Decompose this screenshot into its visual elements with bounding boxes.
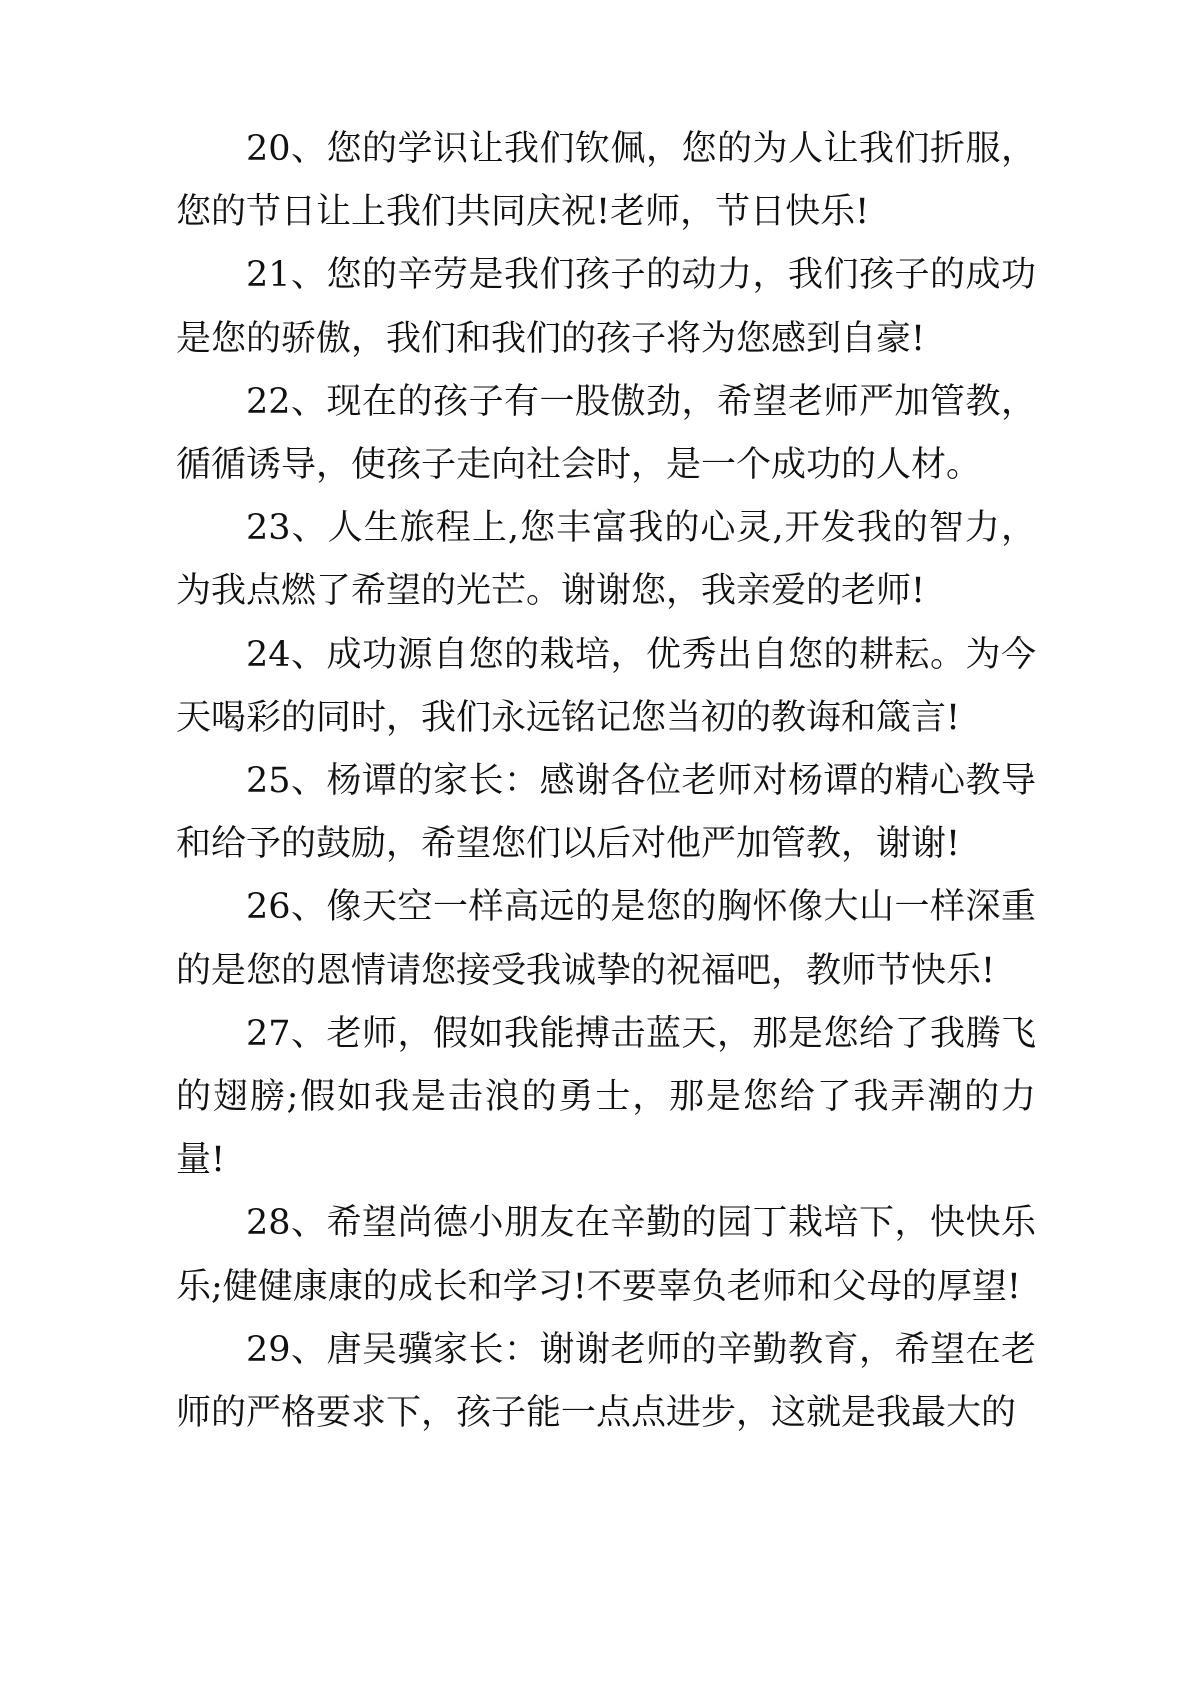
paragraph-21: 21、您的辛劳是我们孩子的动力，我们孩子的成功是您的骄傲，我们和我们的孩子将为您感到自豪!	[176, 255, 1036, 359]
paragraph-27: 27、老师，假如我能搏击蓝天，那是您给了我腾飞的翅膀;假如我是击浪的勇士，那是您给了我弄潮的力量!	[176, 1013, 1036, 1181]
paragraph-20: 20、您的学识让我们钦佩，您的为人让我们折服，您的节日让上我们共同庆祝!老师，节日快乐!	[176, 129, 1036, 233]
paragraph-23: 23、人生旅程上,您丰富我的心灵,开发我的智力，为我点燃了希望的光芒。谢谢您，我亲爱的老师!	[176, 508, 1036, 612]
paragraph-22: 22、现在的孩子有一股傲劲，希望老师严加管教，循循诱导，使孩子走向社会时，是一个成功的人材。	[176, 381, 1036, 486]
paragraph-29: 29、唐吴骥家长：谢谢老师的辛勤教育，希望在老师的严格要求下，孩子能一点点进步，这就是我最大的	[176, 1329, 1036, 1434]
paragraph-24: 24、成功源自您的栽培，优秀出自您的耕耘。为今天喝彩的同时，我们永远铭记您当初的教诲和箴言!	[176, 634, 1036, 738]
document-body	[176, 118, 1036, 1445]
paragraph-26: 26、像天空一样高远的是您的胸怀像大山一样深重的是您的恩情请您接受我诚挚的祝福吧，教师节快乐!	[176, 887, 1036, 991]
paragraph-28: 28、希望尚德小朋友在辛勤的园丁栽培下，快快乐乐;健健康康的成长和学习!不要辜负老师和父母的厚望!	[176, 1203, 1036, 1307]
paragraph-25: 25、杨谭的家长：感谢各位老师对杨谭的精心教导和给予的鼓励，希望您们以后对他严加管教，谢谢!	[176, 761, 1036, 865]
